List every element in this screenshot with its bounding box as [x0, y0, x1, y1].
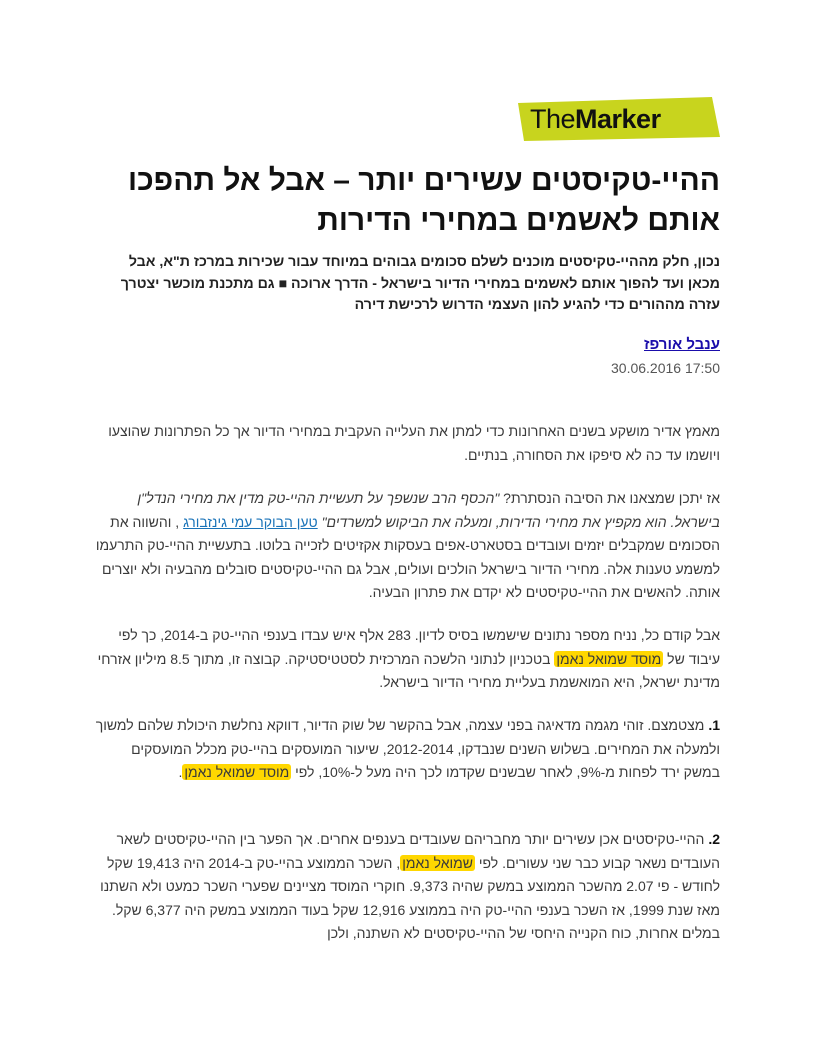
body-paragraph-4 [92, 714, 720, 785]
publish-datetime: 30.06.2016 17:50 [611, 360, 720, 376]
p4-number: 1. [708, 717, 720, 733]
p2-quote: "הכסף הרב שנשפך על תעשיית ההיי-טק מדין את מחירי הנדל"ן בישראל. הוא מקפיץ את מחירי הדירות, ומעלה את הביקוש למשרדים" [137, 490, 720, 530]
article-subhead: נכון, חלק מההיי-טקיסטים מוכנים לשלם סכומים גבוהים במיוחד עבור שכירות במרכז ת"א, אבל מכאן ועד להפוך אותם לאשמים במחירי הדיור בישראל - הדרך ארוכה ■ גם מתכנת מוכשר יצטרך עזרה מההורים כדי להגיע להון העצמי הדרוש לרכישת דירה [120, 254, 720, 313]
body-paragraph-3 [92, 624, 720, 695]
p2-intro: אז יתכן שמצאנו את הסיבה הנסתרת? [499, 490, 720, 506]
body-paragraph-1: מאמץ אדיר מושקע בשנים האחרונות כדי למתן את העלייה העקבית במחירי הדיור אך כל הפתרונות שהוצעו ויושמו עד כה לא סיפקו את הסחורה, בנתיים. [108, 423, 720, 463]
p5-highlight-link[interactable]: שמואל נאמן [402, 854, 473, 871]
p4-text: מצטמצם. זוהי מגמה מדאיגה בפני עצמה, אבל בהקשר של שוק הדיור, דווקא נחלשת היכולת שלהם למשוך ולמעלה את המחירים. בשלוש השנים שנבדקו, 2012-2014, שיעור המועסקים בהיי-טק מכלל המועסקים במשק ירד לפחות מ-9%, לאחר שבשנים שקדמו לכך היה מעל ל-10%, לפי [95, 717, 720, 780]
p5-number: 2. [708, 831, 720, 847]
p3-highlight-link[interactable]: מוסד שמואל נאמן [556, 650, 662, 667]
p3-rest: בטכניון לנתוני הלשכה המרכזית לסטטיסטיקה. קבוצה זו, מתוך 8.5 מיליון אזרחי מדינת ישראל, היא המואשמת בעליית מחירי הדיור בישראל. [97, 650, 720, 690]
logo-marker: Marker [575, 104, 661, 134]
p2-rest: , והשווה את הסכומים שמקבלים יזמים ועובדים בסטארט-אפים בעסקות אקזיטים לזכייה בלוטו. בתעשיית ההיי-טק התרעמו למשמע טענות אלה. מחירי הדיור בישראל הולכים ועולים, אבל גם ההיי-טקיסטים סובלים מהבעיה ולא יוצרים אותה. להאשים את ההיי-טקיסטים לא יקדם את פתרון הבעיה. [95, 513, 720, 600]
p5-text: ההיי-טקיסטים אכן עשירים יותר מחבריהם שעובדים בענפים אחרים. אך הפער בין ההיי-טקיסטים לשאר העובדים נשאר קבוע כבר שני עשורים. לפי [116, 831, 720, 871]
p4-highlight-link[interactable]: מוסד שמואל נאמן [184, 764, 290, 780]
ginzburg-link[interactable]: טען הבוקר עמי גינזבורג [183, 513, 318, 530]
body-paragraph-5 [92, 828, 720, 946]
p5-rest: , השכר הממוצע בהיי-טק ב-2014 היה 19,413 שקל לחודש - פי 2.07 מהשכר הממוצע במשק שהיה 9,373. חוקרי המוסד מציינים שפערי השכר כמעט ולא השתנו מאז שנת 1999, אז השכר בענפי ההיי-טק היה בממוצע 12,916 שקל בעוד הממוצע במשק היה 6,377 שקל. במלים אחרות, כוח הקנייה היחסי של ההיי-טקיסטים לא השתנה, ולכן [100, 854, 720, 941]
body-paragraph-2 [92, 487, 720, 605]
article-headline: ההיי-טקיסטים עשירים יותר – אבל אל תהפכו אותם לאשמים במחירי הדירות [128, 164, 720, 237]
p4-end: . [178, 764, 183, 780]
author-link[interactable]: ענבל אורפז [644, 336, 720, 353]
logo-the: The [530, 104, 576, 134]
themarker-logo[interactable] [530, 104, 661, 134]
p3-intro: אבל קודם כל, נניח מספר נתונים שישמשו בסיס לדיון. 283 אלף איש עבדו בענפי ההיי-טק ב-2014, כך לפי עיבוד של [118, 627, 720, 667]
